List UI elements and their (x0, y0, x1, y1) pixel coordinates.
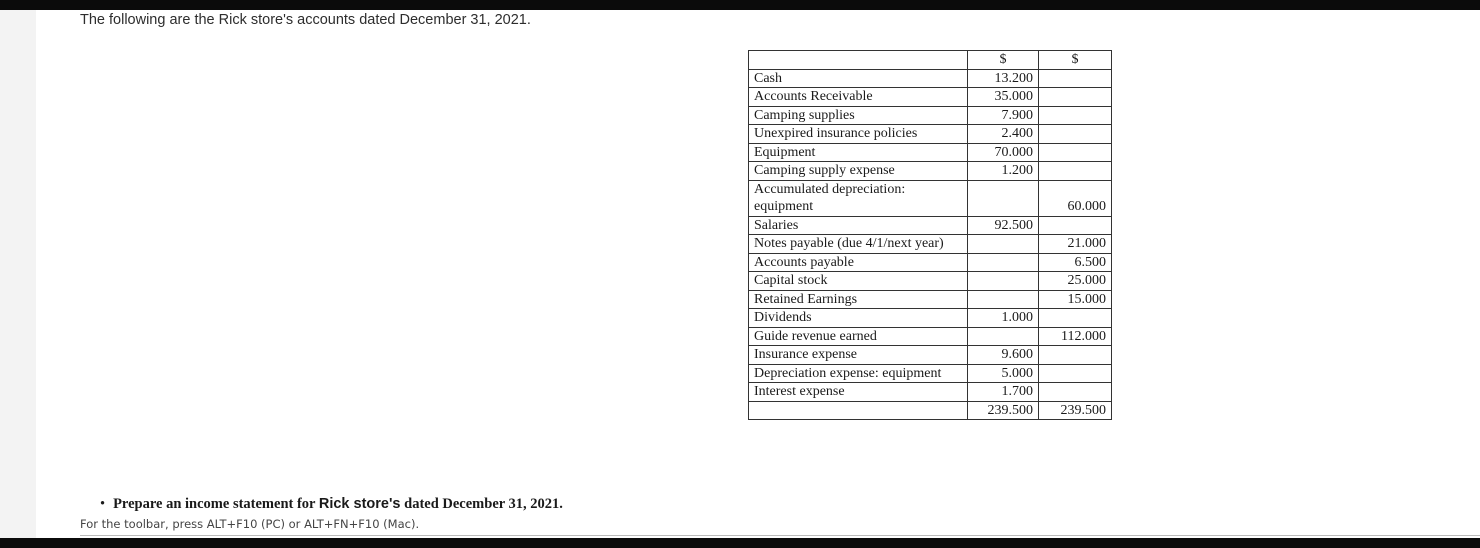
debit-cell: 5.000 (968, 364, 1039, 383)
debit-cell (968, 253, 1039, 272)
table-row (749, 216, 1112, 235)
header-account (749, 51, 968, 70)
debit-cell: 1.200 (968, 162, 1039, 181)
account-cell: Capital stock (749, 272, 968, 291)
trial-balance-body (749, 51, 1112, 420)
table-row (749, 290, 1112, 309)
credit-cell (1039, 162, 1112, 181)
account-cell: Interest expense (749, 383, 968, 402)
debit-cell: 13.200 (968, 69, 1039, 88)
editor-top-border (80, 535, 1480, 536)
account-cell: Accounts payable (749, 253, 968, 272)
totals-row (749, 401, 1112, 420)
top-window-edge (0, 0, 1480, 10)
table-row (749, 383, 1112, 402)
table-row (749, 235, 1112, 254)
table-row (749, 364, 1112, 383)
intro-text: The following are the Rick store's accounts dated December 31, 2021. (80, 12, 531, 28)
credit-cell (1039, 88, 1112, 107)
account-cell (749, 401, 968, 420)
account-cell: Guide revenue earned (749, 327, 968, 346)
credit-cell (1039, 125, 1112, 144)
credit-cell: 60.000 (1039, 180, 1112, 216)
table-row (749, 125, 1112, 144)
account-cell: Insurance expense (749, 346, 968, 365)
account-cell: Unexpired insurance policies (749, 125, 968, 144)
account-cell: Dividends (749, 309, 968, 328)
table-row (749, 253, 1112, 272)
debit-cell: 7.900 (968, 106, 1039, 125)
table-header-row (749, 51, 1112, 70)
credit-cell (1039, 364, 1112, 383)
bullet-icon: • (100, 496, 106, 512)
credit-cell (1039, 216, 1112, 235)
credit-cell: 6.500 (1039, 253, 1112, 272)
credit-cell: 15.000 (1039, 290, 1112, 309)
credit-cell (1039, 346, 1112, 365)
debit-cell: 239.500 (968, 401, 1039, 420)
table-row (749, 162, 1112, 181)
table-row (749, 309, 1112, 328)
debit-cell: 1.000 (968, 309, 1039, 328)
account-cell: Salaries (749, 216, 968, 235)
debit-cell (968, 290, 1039, 309)
credit-cell (1039, 143, 1112, 162)
header-credit: $ (1039, 51, 1112, 70)
credit-cell (1039, 106, 1112, 125)
debit-cell: 1.700 (968, 383, 1039, 402)
left-gutter (0, 10, 36, 538)
debit-cell (968, 272, 1039, 291)
credit-cell (1039, 309, 1112, 328)
account-cell: Notes payable (due 4/1/next year) (749, 235, 968, 254)
bottom-window-edge (0, 538, 1480, 548)
account-cell: Equipment (749, 143, 968, 162)
debit-cell (968, 235, 1039, 254)
debit-cell: 9.600 (968, 346, 1039, 365)
account-cell: Camping supplies (749, 106, 968, 125)
task-text-end: dated December 31, 2021. (400, 496, 563, 512)
trial-balance-table (748, 50, 1112, 420)
credit-cell (1039, 383, 1112, 402)
account-cell: Accumulated depreciation: equipment (749, 180, 968, 216)
table-row (749, 106, 1112, 125)
table-row (749, 69, 1112, 88)
account-cell: Accounts Receivable (749, 88, 968, 107)
task-text-start: Prepare an income statement for (113, 496, 319, 512)
table-row (749, 327, 1112, 346)
debit-cell: 2.400 (968, 125, 1039, 144)
debit-cell: 92.500 (968, 216, 1039, 235)
toolbar-hint: For the toolbar, press ALT+F10 (PC) or ALT+FN+F10 (Mac). (80, 517, 420, 531)
credit-cell: 21.000 (1039, 235, 1112, 254)
table-row (749, 272, 1112, 291)
table-row (749, 143, 1112, 162)
credit-cell: 25.000 (1039, 272, 1112, 291)
debit-cell: 70.000 (968, 143, 1039, 162)
task-store-name: Rick store's (318, 496, 401, 512)
credit-cell: 239.500 (1039, 401, 1112, 420)
account-cell: Depreciation expense: equipment (749, 364, 968, 383)
credit-cell (1039, 69, 1112, 88)
debit-cell: 35.000 (968, 88, 1039, 107)
debit-cell (968, 180, 1039, 216)
table-row (749, 346, 1112, 365)
credit-cell: 112.000 (1039, 327, 1112, 346)
task-instruction (100, 496, 563, 513)
account-cell: Retained Earnings (749, 290, 968, 309)
debit-cell (968, 327, 1039, 346)
header-debit: $ (968, 51, 1039, 70)
table-row (749, 180, 1112, 216)
account-cell: Camping supply expense (749, 162, 968, 181)
account-cell: Cash (749, 69, 968, 88)
table-row (749, 88, 1112, 107)
